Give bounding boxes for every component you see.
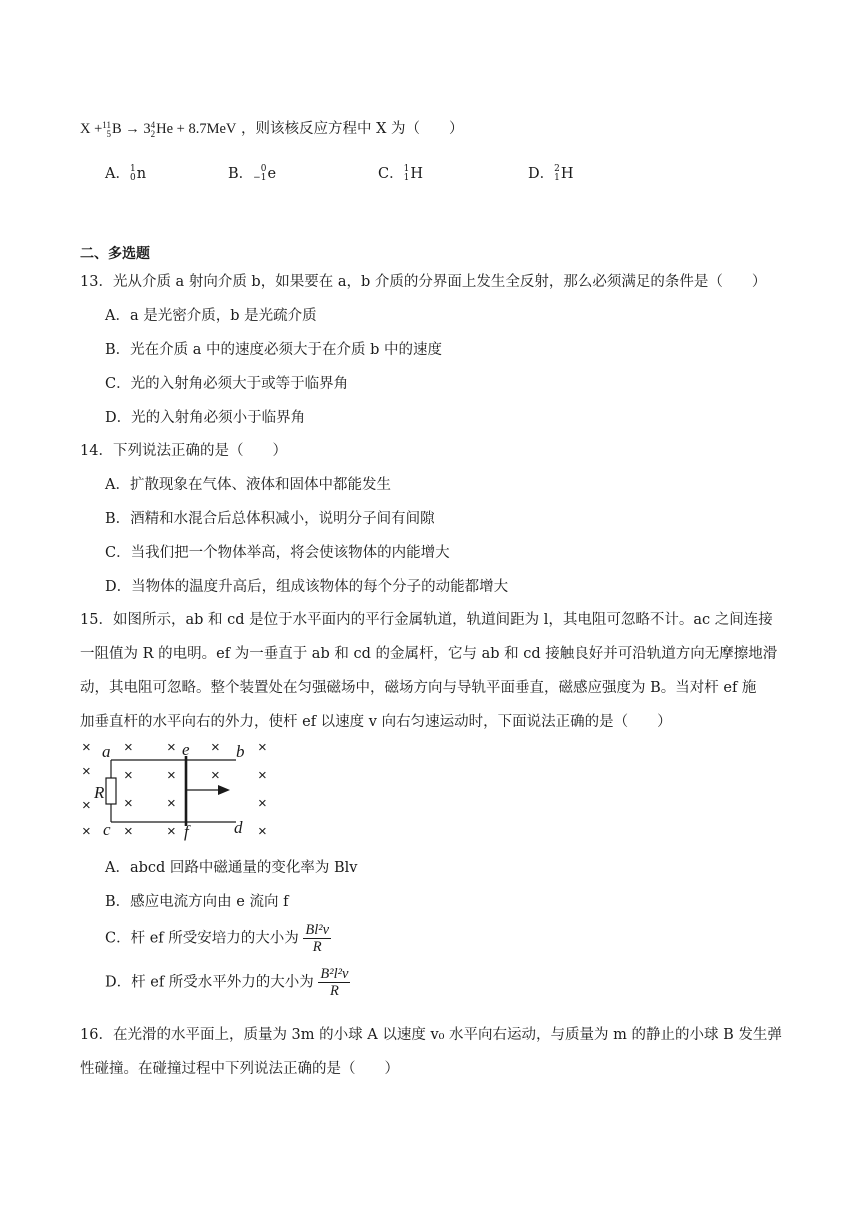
field-cross: × xyxy=(211,739,220,756)
q12-equation-line xyxy=(80,117,464,139)
q12-option-a: A． 1 0 n xyxy=(105,164,147,183)
q13-option-a: A．a 是光密介质，b 是光疏介质 xyxy=(105,308,317,324)
q14-option-b: B．酒精和水混合后总体积减小，说明分子间有间隙 xyxy=(105,511,435,527)
field-cross: × xyxy=(82,797,91,814)
field-cross: × xyxy=(124,767,133,784)
field-cross: × xyxy=(258,795,267,812)
field-cross: × xyxy=(167,823,176,840)
circuit-figure xyxy=(78,738,278,842)
q13-option-c: C．光的入射角必须大于或等于临界角 xyxy=(105,376,349,392)
fraction-c: $\frac{\text{Bl²v}}{R}$ xyxy=(305,922,330,955)
field-cross: × xyxy=(82,739,91,756)
q12-equation: X + 11 5 B → 3 4 2 He + 8.7MeV xyxy=(80,119,237,139)
q15-stem-line-3: 动，其电阻可忽略。整个装置处在匀强磁场中，磁场方向与导轨平面垂直，磁感应强度为 B。当对杆 ef 施 xyxy=(80,680,757,696)
q14-option-d: D．当物体的温度升高后，组成该物体的每个分子的动能都增大 xyxy=(105,579,509,595)
q16-stem-line-1: 16．在光滑的水平面上，质量为 3m 的小球 A 以速度 v₀ 水平向右运动，与质量为 m 的静止的小球 B 发生弹 xyxy=(80,1027,782,1043)
q12-stem: ，则该核反应方程中 X 为（ ） xyxy=(241,121,464,137)
label-f: f xyxy=(184,822,189,841)
field-cross: × xyxy=(82,763,91,780)
field-cross: × xyxy=(124,795,133,812)
label-R: R xyxy=(94,783,105,802)
field-cross: × xyxy=(258,823,267,840)
q14-option-a: A．扩散现象在气体、液体和固体中都能发生 xyxy=(105,477,391,493)
field-cross: × xyxy=(167,795,176,812)
q15-option-a: A．abcd 回路中磁通量的变化率为 Blv xyxy=(105,860,358,876)
q15-option-c: C．杆 ef 所受安培力的大小为 $\frac{\text{Bl²v}}{R}$ xyxy=(105,922,330,955)
label-c: c xyxy=(103,820,111,839)
q15-stem-line-2: 一阻值为 R 的电明。ef 为一垂直于 ab 和 cd 的金属杆，它与 ab 和 cd 接触良好并可沿轨道方向无摩擦地滑 xyxy=(80,646,778,662)
q13-stem: 13．光从介质 a 射向介质 b，如果要在 a，b 介质的分界面上发生全反射，那么必须满足的条件是（ ） xyxy=(80,274,767,290)
q14-stem: 14．下列说法正确的是（ ） xyxy=(80,443,287,459)
q13-option-b: B．光在介质 a 中的速度必须大于在介质 b 中的速度 xyxy=(105,342,443,358)
field-cross: × xyxy=(82,823,91,840)
field-cross: × xyxy=(124,823,133,840)
q12-option-b: B． 0 −1 e xyxy=(228,164,277,183)
q15-stem-line-1: 15．如图所示，ab 和 cd 是位于水平面内的平行金属轨道，轨道间距为 l，其电阻可忽略不计。ac 之间连接 xyxy=(80,612,773,628)
q13-option-d: D．光的入射角必须小于临界角 xyxy=(105,410,306,426)
fraction-d: $\frac{\text{B²l²v}}{R}$ xyxy=(320,966,349,999)
arrow-head-icon xyxy=(218,785,230,795)
q12-option-c: C． 1 1 H xyxy=(378,164,423,183)
field-cross: × xyxy=(211,767,220,784)
q12-option-d: D． 2 1 H xyxy=(528,164,574,183)
section-title: 二、多选题 xyxy=(80,246,150,262)
field-cross: × xyxy=(258,767,267,784)
q16-stem-line-2: 性碰撞。在碰撞过程中下列说法正确的是（ ） xyxy=(80,1061,399,1077)
label-d: d xyxy=(234,818,243,837)
label-b: b xyxy=(236,742,245,761)
q15-option-d: D．杆 ef 所受水平外力的大小为 $\frac{\text{B²l²v}}{R}$ xyxy=(105,966,349,999)
field-cross: × xyxy=(167,767,176,784)
resistor xyxy=(106,778,116,804)
q15-option-b: B．感应电流方向由 e 流向 f xyxy=(105,894,289,910)
q15-stem-line-4: 加垂直杆的水平向右的外力，使杆 ef 以速度 v 向右匀速运动时，下面说法正确的是（ ） xyxy=(80,714,672,730)
field-cross: × xyxy=(167,739,176,756)
label-a: a xyxy=(102,742,111,761)
q14-option-c: C．当我们把一个物体举高，将会使该物体的内能增大 xyxy=(105,545,450,561)
label-e: e xyxy=(182,740,190,759)
field-cross: × xyxy=(124,739,133,756)
field-cross: × xyxy=(258,739,267,756)
